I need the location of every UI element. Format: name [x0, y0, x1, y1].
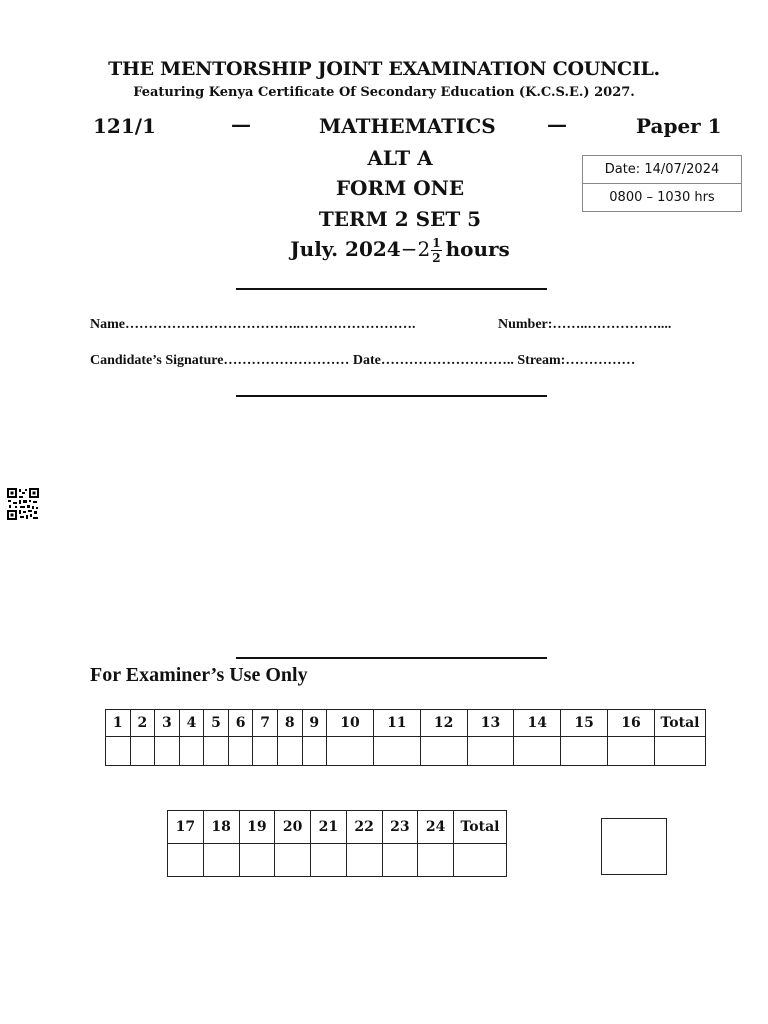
marks-score-cell[interactable]: [203, 844, 239, 877]
date-text: Date: 14/07/2024: [604, 162, 720, 177]
qr-code-icon: [7, 488, 39, 520]
marks-header-cell: 16: [608, 710, 655, 737]
divider-middle: [236, 395, 547, 397]
marks-header-cell: 22: [346, 811, 382, 844]
marks-score-cell[interactable]: [155, 737, 180, 766]
marks-score-row: [106, 737, 706, 766]
marks-header-cell: 12: [420, 710, 467, 737]
signature-field[interactable]: Candidate’s Signature……………………… Date……………………….. Stream:……………: [90, 353, 636, 368]
alt-label: ALT A: [367, 146, 433, 170]
duration-line: [0, 236, 768, 265]
marks-score-cell[interactable]: [179, 737, 204, 766]
marks-header-cell: 19: [239, 811, 275, 844]
term-label: TERM 2 SET 5: [318, 207, 482, 231]
marks-header-row: [168, 811, 507, 844]
time-text: 0800 – 1030 hrs: [583, 183, 741, 211]
date-box: [582, 155, 742, 212]
marks-header-cell: 10: [327, 710, 374, 737]
marks-score-cell[interactable]: [130, 737, 155, 766]
form-label: FORM ONE: [335, 176, 465, 200]
marks-header-cell: 7: [253, 710, 278, 737]
marks-score-cell[interactable]: [228, 737, 253, 766]
marks-header-cell: 11: [373, 710, 420, 737]
number-field[interactable]: Number:……..……………....: [498, 317, 672, 332]
duration-suffix: hours: [445, 237, 510, 261]
featuring-subtitle: Featuring Kenya Certificate Of Secondary Education (K.C.S.E.) 2027.: [133, 85, 635, 100]
marks-header-cell: 14: [514, 710, 561, 737]
marks-score-cell[interactable]: [168, 844, 204, 877]
duration-prefix: July. 2024: [290, 237, 401, 261]
marks-score-cell[interactable]: [302, 737, 327, 766]
marks-score-cell[interactable]: [277, 737, 302, 766]
grand-total-box[interactable]: [601, 818, 667, 875]
marks-header-cell: 3: [155, 710, 180, 737]
marks-score-cell[interactable]: [106, 737, 131, 766]
marks-header-cell: 1: [106, 710, 131, 737]
marks-score-cell[interactable]: [373, 737, 420, 766]
marks-header-cell: 6: [228, 710, 253, 737]
marks-score-cell[interactable]: [204, 737, 229, 766]
dash-left: —: [231, 112, 251, 136]
marks-score-cell[interactable]: [239, 844, 275, 877]
marks-header-cell: 15: [561, 710, 608, 737]
marks-header-cell: 4: [179, 710, 204, 737]
marks-score-cell[interactable]: [420, 737, 467, 766]
paper-number: Paper 1: [636, 114, 722, 138]
marks-header-cell: 9: [302, 710, 327, 737]
marks-score-cell[interactable]: [327, 737, 374, 766]
marks-header-cell: 23: [382, 811, 418, 844]
marks-header-cell: Total: [655, 710, 706, 737]
marks-table-2: [167, 810, 507, 877]
dash-right: —: [547, 112, 567, 136]
divider-bottom: [236, 657, 547, 659]
marks-score-cell[interactable]: [655, 737, 706, 766]
subject-title: MATHEMATICS: [319, 114, 496, 138]
marks-header-cell: 5: [204, 710, 229, 737]
marks-header-row: [106, 710, 706, 737]
duration-fraction: [431, 236, 441, 265]
marks-header-cell: 8: [277, 710, 302, 737]
divider-top: [236, 288, 547, 290]
marks-score-cell[interactable]: [454, 844, 507, 877]
name-field[interactable]: Name………………………………..…………………….: [90, 317, 416, 332]
marks-header-cell: 13: [467, 710, 514, 737]
marks-score-cell[interactable]: [311, 844, 347, 877]
marks-score-cell[interactable]: [561, 737, 608, 766]
marks-table-1: [105, 709, 706, 766]
marks-score-cell[interactable]: [346, 844, 382, 877]
council-title: THE MENTORSHIP JOINT EXAMINATION COUNCIL.: [108, 58, 660, 80]
paper-code: 121/1: [93, 114, 156, 138]
marks-score-cell[interactable]: [467, 737, 514, 766]
marks-score-cell[interactable]: [253, 737, 278, 766]
fraction-numerator: 1: [432, 236, 441, 250]
marks-header-cell: 17: [168, 811, 204, 844]
marks-header-cell: 2: [130, 710, 155, 737]
marks-score-row: [168, 844, 507, 877]
marks-score-cell[interactable]: [382, 844, 418, 877]
marks-header-cell: 20: [275, 811, 311, 844]
marks-header-cell: 21: [311, 811, 347, 844]
examiner-title: For Examiner’s Use Only: [90, 664, 308, 686]
duration-dash: −2: [400, 237, 431, 261]
marks-score-cell[interactable]: [275, 844, 311, 877]
marks-score-cell[interactable]: [514, 737, 561, 766]
marks-score-cell[interactable]: [418, 844, 454, 877]
marks-header-cell: 24: [418, 811, 454, 844]
marks-header-cell: 18: [203, 811, 239, 844]
fraction-denominator: 2: [432, 251, 441, 265]
marks-header-cell: Total: [454, 811, 507, 844]
marks-score-cell[interactable]: [608, 737, 655, 766]
